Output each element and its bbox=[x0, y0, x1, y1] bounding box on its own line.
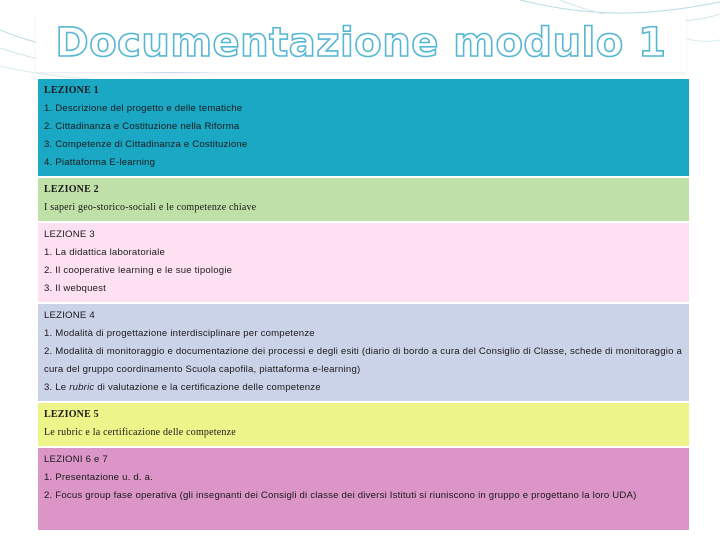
lesson-heading: LEZIONE 5 bbox=[44, 409, 99, 420]
lesson-heading: LEZIONE 2 bbox=[44, 184, 99, 195]
lesson-row-5 bbox=[38, 403, 689, 448]
lesson-item-prefix: 3. Le bbox=[44, 382, 70, 393]
lesson-heading: LEZIONI 6 e 7 bbox=[44, 454, 108, 465]
lesson-row-2 bbox=[38, 178, 689, 223]
lesson-heading: LEZIONE 3 bbox=[44, 229, 95, 240]
lesson-item: 1. La didattica laboratoriale bbox=[44, 247, 165, 258]
lesson-item: 1. Modalità di progettazione interdisciplinare per competenze bbox=[44, 328, 315, 339]
lesson-item: 2. Il cooperative learning e le sue tipologie bbox=[44, 265, 233, 276]
lesson-heading: LEZIONE 4 bbox=[44, 310, 95, 321]
lesson-heading: LEZIONE 1 bbox=[44, 85, 99, 96]
lesson-item bbox=[44, 379, 683, 397]
lesson-row-4 bbox=[38, 304, 689, 403]
lessons-table bbox=[38, 79, 689, 532]
lesson-item: 4. Piattaforma E-learning bbox=[44, 157, 156, 168]
lesson-row-1 bbox=[38, 79, 689, 178]
lesson-item-italic: rubric bbox=[69, 382, 95, 393]
lesson-item: 2. Modalità di monitoraggio e documentazione dei processi e degli esiti (diario di bordo a cura del Consiglio di Classe, schede di monitoraggio a cura del gruppo coordinamento Scuola capofila, piattaforma e-learning) bbox=[44, 346, 683, 375]
lesson-item: 3. Il webquest bbox=[44, 283, 106, 294]
lesson-item-suffix: di valutazione e la certificazione delle competenze bbox=[94, 382, 321, 393]
lesson-row-6 bbox=[38, 448, 689, 532]
lesson-item: 1. Presentazione u. d. a. bbox=[44, 472, 153, 483]
lesson-item: 2. Focus group fase operativa (gli insegnanti dei Consigli di classe dei diversi Istituti si riuniscono in gruppo e progettano la loro UDA) bbox=[44, 490, 637, 501]
lesson-item: 2. Cittadinanza e Costituzione nella Riforma bbox=[44, 121, 240, 132]
lesson-item: I saperi geo-storico-sociali e le competenze chiave bbox=[44, 202, 257, 213]
lesson-item: 3. Competenze di Cittadinanza e Costituzione bbox=[44, 139, 248, 150]
lesson-item: Le rubric e la certificazione delle competenze bbox=[44, 427, 236, 438]
lesson-item: 1. Descrizione del progetto e delle tematiche bbox=[44, 103, 243, 114]
lesson-row-3 bbox=[38, 223, 689, 304]
page-title: Documentazione modulo 1 bbox=[55, 20, 667, 66]
